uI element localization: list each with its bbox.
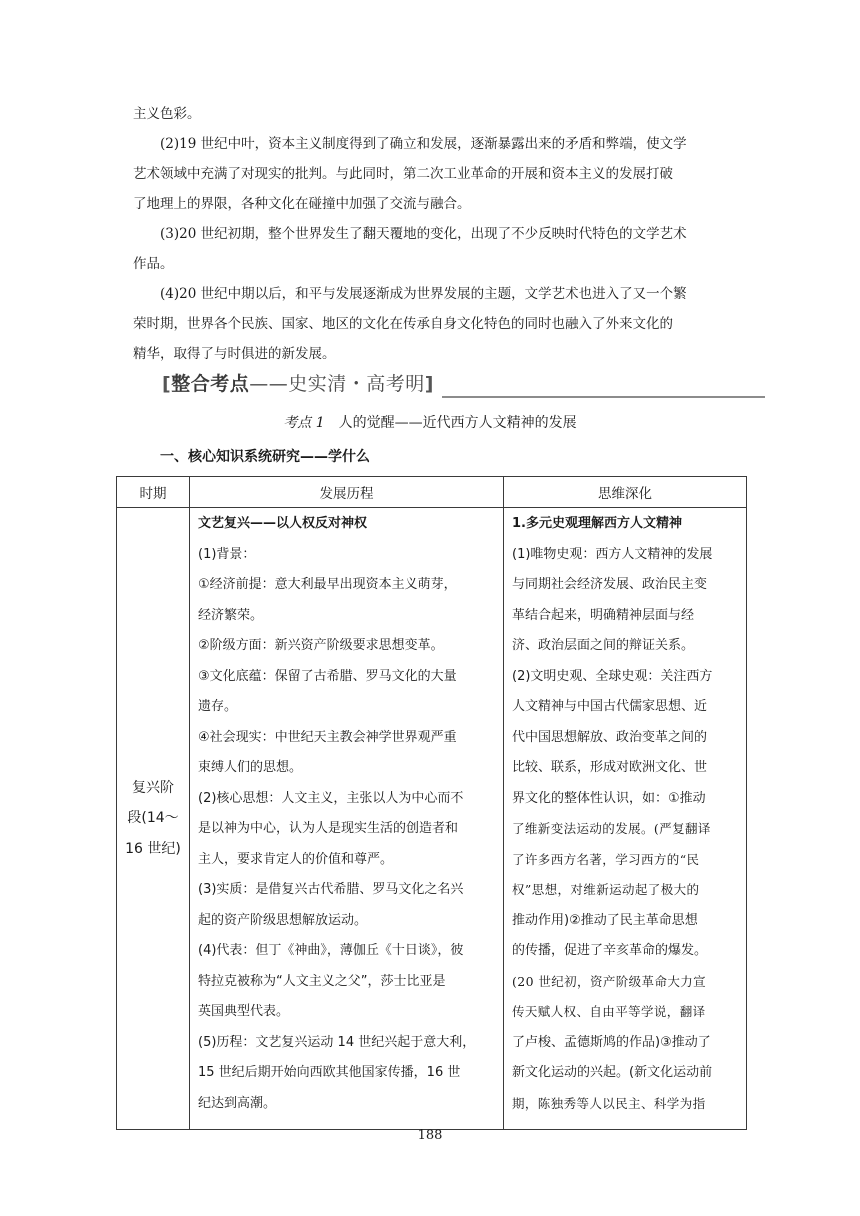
process-line: 起的资产阶级思想解放运动。 [198, 912, 368, 928]
process-line: 纪达到高潮。 [198, 1095, 277, 1111]
deepening-line: 比较、联系，形成对欧洲文化、世 [512, 760, 708, 775]
deepening-line: 权”思想，对维新运动起了极大的 [512, 882, 700, 897]
paragraph-2 [133, 219, 745, 279]
banner-close-bracket: ] [424, 373, 434, 395]
banner-title [158, 370, 442, 398]
deepening-line: 人文精神与中国古代儒家思想、近 [512, 699, 708, 714]
process-line: 遗存。 [198, 699, 238, 714]
deepening-line: (2)文明史观、全球史观：关注西方 [512, 668, 713, 684]
header-process: 发展历程 [190, 477, 504, 508]
process-line: ③文化底蕴：保留了古希腊、罗马文化的大量 [198, 668, 457, 684]
deepening-line: 传天赋人权、自由平等学说，翻译 [512, 1004, 706, 1019]
deepening-line: 与同期社会经济发展、政治民主变 [512, 577, 708, 592]
process-line: 15 世纪后期开始向西欧其他国家传播，16 世 [198, 1065, 461, 1080]
deepening-line: 的传播，促进了辛亥革命的爆发。 [512, 943, 708, 958]
section-title: 一、核心知识系统研究——学什么 [160, 449, 370, 465]
paragraph-line: 艺术领域中充满了对现实的批判。与此同时，第二次工业革命的开展和资本主义的发展打破 [133, 166, 673, 182]
process-line: 束缚人们的思想。 [198, 760, 303, 775]
table-header-row [117, 477, 747, 508]
process-line: 经济繁荣。 [198, 607, 264, 623]
deepening-line: 革结合起来，明确精神层面与经 [512, 607, 695, 623]
deepening-line: 1.多元史观理解西方人文精神 [512, 516, 682, 531]
paragraph-line: (3)20 世纪初期，整个世界发生了翻天覆地的变化，出现了不少反映时代特色的文学艺术 [160, 226, 687, 242]
process-line: ②阶级方面：新兴资产阶级要求思想变革。 [198, 638, 444, 653]
process-lines [198, 508, 499, 1119]
banner-bold-text: 整合考点 [171, 373, 250, 395]
deepening-line: 了维新变法运动的发展。(严复翻译 [512, 821, 711, 836]
deepening-line: 代中国思想解放、政治变革之间的 [512, 729, 708, 745]
paragraph-line: (4)20 世纪中期以后，和平与发展逐渐成为世界发展的主题，文学艺术也进入了又一个繁 [160, 286, 687, 302]
paragraph-1 [133, 129, 745, 219]
page-number: 188 [417, 1128, 443, 1143]
banner-rest-text: ——史实清・高考明 [249, 373, 425, 395]
deepening-lines [512, 508, 742, 1119]
process-line: (4)代表：但丁《神曲》，薄伽丘《十日谈》，彼 [198, 943, 464, 958]
period-line: 复兴阶 [132, 779, 174, 796]
deepening-line: 推动作用)②推动了民主革命思想 [512, 912, 698, 928]
process-line: 英国典型代表。 [198, 1004, 290, 1019]
process-line: ④社会现实：中世纪天主教会神学世界观严重 [198, 729, 457, 745]
deepening-line: 济、政治层面之间的辩证关系。 [512, 638, 695, 653]
process-line: 是以神为中心，认为人是现实生活的创造者和 [198, 821, 459, 836]
paragraph-line: 了地理上的界限，各种文化在碰撞中加强了交流与融合。 [133, 196, 471, 212]
deepening-line: (1)唯物史观：西方人文精神的发展 [512, 546, 713, 562]
period-line: 段(14～ [127, 810, 179, 827]
process-line: (3)实质：是借复兴古代希腊、罗马文化之名兴 [198, 882, 464, 897]
deepening-line: 期，陈独秀等人以民主、科学为指 [512, 1095, 706, 1111]
deepening-line: 新文化运动的兴起。(新文化运动前 [512, 1065, 713, 1080]
header-deepening: 思维深化 [504, 477, 747, 508]
deepening-line: (20 世纪初，资产阶级革命大力宣 [512, 973, 707, 989]
period-line: 16 世纪) [125, 840, 181, 857]
deepening-line: 界文化的整体性认识，如：①推动 [512, 790, 706, 806]
process-line: ①经济前提：意大利最早出现资本主义萌芽， [198, 577, 457, 592]
kaodian-label: 考点 1 [283, 415, 325, 431]
paragraph-line: 主义色彩。 [133, 106, 201, 122]
process-line: (2)核心思想：人文主义，主张以人为中心而不 [198, 790, 464, 806]
period-cell [117, 508, 190, 1130]
process-line: 文艺复兴——以人权反对神权 [198, 516, 368, 531]
knowledge-table [116, 476, 747, 1130]
process-line: 特拉克被称为“人文主义之父”，莎士比亚是 [198, 973, 446, 989]
banner-open-bracket: [ [162, 373, 172, 395]
paragraph-line: 精华，取得了与时俱进的新发展。 [133, 346, 336, 362]
process-line: (5)历程：文艺复兴运动 14 世纪兴起于意大利， [198, 1034, 476, 1050]
table-row [117, 508, 747, 1130]
process-line: (1)背景： [198, 546, 256, 562]
kaodian-heading [0, 412, 860, 434]
section-banner [158, 370, 765, 400]
process-line: 主人，要求肯定人的价值和尊严。 [198, 851, 394, 867]
kaodian-title: 人的觉醒——近代西方人文精神的发展 [338, 415, 577, 431]
paragraph-line: (2)19 世纪中叶，资本主义制度得到了确立和发展，逐渐暴露出来的矛盾和弊端，使文学 [160, 136, 687, 152]
paragraph-3 [133, 279, 745, 369]
header-period: 时期 [117, 477, 190, 508]
paragraph-line: 作品。 [133, 256, 174, 272]
deepening-cell [504, 508, 747, 1130]
paragraph-0 [133, 99, 745, 129]
paragraph-line: 荣时期，世界各个民族、国家、地区的文化在传承自身文化特色的同时也融入了外来文化的 [133, 316, 673, 332]
deepening-line: 了许多西方名著，学习西方的“民 [512, 851, 700, 867]
deepening-line: 了卢梭、孟德斯鸠的作品)③推动了 [512, 1034, 711, 1050]
process-cell [190, 508, 504, 1130]
